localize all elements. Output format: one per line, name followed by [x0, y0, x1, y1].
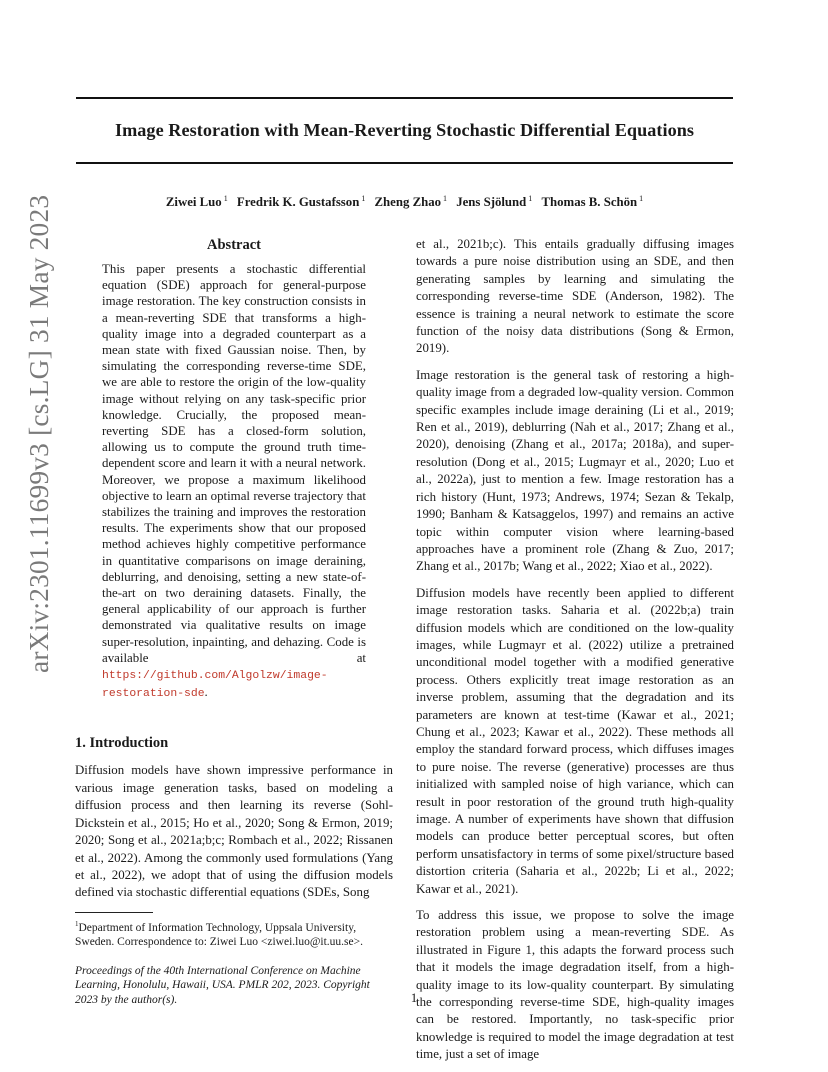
- arxiv-identifier-stamp: arXiv:2301.11699v3 [cs.LG] 31 May 2023: [24, 194, 54, 673]
- left-column: [75, 236, 393, 1008]
- paper-title: Image Restoration with Mean-Reverting Stochastic Differential Equations: [114, 120, 695, 140]
- page-number: 1: [410, 990, 418, 1005]
- code-link[interactable]: https://github.com/Algolzw/image-restoration-sde: [102, 670, 328, 701]
- author: Zheng Zhao $^1$: [374, 194, 448, 209]
- intro-paragraph: To address this issue, we propose to solve the image restoration problem using a mean-reverting SDE. As illustrated in Figure 1, this adapts the forward process such that it models the image degradation itself, from a high-quality image to its low-quality counterpart. By simulating the corresponding reverse-time SDE, high-quality images can be restored. Importantly, no task-specific prior knowledge is required to model the image degradation at test time, just a set of image: [416, 908, 734, 1062]
- section-heading-introduction: 1. Introduction: [75, 735, 169, 752]
- author: Thomas B. Schön $^1$: [541, 194, 644, 209]
- author: Ziwei Luo $^1$: [165, 194, 228, 209]
- intro-paragraph-cont: et al., 2021b;c). This entails gradually diffusing images towards a pure noise distribution using an SDE, and then generating samples by learning and simulating the corresponding reverse-time SDE (Anderson, 1982). The essence is training a neural network to estimate the score function of the noisy data distributions (Song & Ermon, 2019).: [416, 237, 734, 356]
- affiliation-footnote: $^1$Department of Information Technology, Uppsala University, Sweden. Correspondence to: Ziwei Luo <ziwei.luo@it.uu.se>.: [75, 919, 363, 949]
- author: Fredrik K. Gustafsson $^1$: [236, 194, 366, 209]
- top-rule: [76, 97, 733, 99]
- author-list: [76, 190, 733, 211]
- author: Jens Sjölund $^1$: [456, 194, 533, 209]
- right-column: [416, 236, 734, 1064]
- abstract-body: This paper presents a stochastic differential equation (SDE) approach for general-purpose image restoration. The key construction consists in a mean-reverting SDE that transforms a high-quality image into a degraded counterpart as a mean state with fixed Gaussian noise. Then, by simulating the corresponding reverse-time SDE, we are able to restore the origin of the low-quality image without relying on any task-specific prior knowledge. Crucially, the proposed mean-reverting SDE has a closed-form solution, allowing us to compute the ground truth time-dependent score and learn it with a neural network. Moreover, we propose a maximum likelihood objective to learn an optimal reverse trajectory that stabilizes the training and improves the restoration results. The experiments show that our proposed method achieves highly competitive performance in quantitative comparisons on image deraining, deblurring, and denoising, setting a new state-of-the-art on two deraining datasets. Finally, the general applicability of our approach is further demonstrated via qualitative results on image super-resolution, inpainting, and dehazing. Code is available at: [102, 262, 366, 665]
- footnote-rule: [75, 912, 153, 913]
- abstract-text: [102, 261, 366, 702]
- intro-paragraph: Image restoration is the general task of restoring a high-quality image from a degraded low-quality version. Common specific examples include image deraining (Li et al., 2019; Ren et al., 2019), deblurring (Nah et al., 2017; Zhang et al., 2020), denoising (Zhang et al., 2017a; 2018a), and super-resolution (Dong et al., 2015; Lugmayr et al., 2020; Luo et al., 2022a), just to mention a few. Image restoration has a rich history (Hunt, 1973; Andrews, 1974; Sezan & Tekalp, 1990; Banham & Katsaggelos, 1997) and remains an active topic within computer vision where learning-based approaches have a prominent role (Zhang & Zuo, 2017; Zhang et al., 2017b; Wang et al., 2022; Xiao et al., 2022).: [416, 367, 734, 574]
- title-bottom-rule: [76, 162, 733, 164]
- intro-paragraph: Diffusion models have recently been applied to different image restoration tasks. Saharia et al. (2022b;a) train diffusion models which are conditioned on the low-quality images, while Lugmayr et al. (2022) utilize a pretrained unconditional model together with a modified generative process. Others explicitly treat image restoration as an inverse problem, assuming that the degradation and its parameters are known at test-time (Kawar et al., 2021; Chung et al., 2023; Kawar et al., 2022). These methods all employ the standard forward process, which diffuses images to pure noise. The reverse (generative) processes are thus initialized with sampled noise of high variance, which can result in poor restoration of the ground truth high-quality image. A number of experiments have shown that diffusion models can produce better perceptual scores, but often perform unsatisfactory in terms of some pixel/structure based distortion criteria (Saharia et al., 2022b; Li et al., 2022; Kawar et al., 2021).: [416, 585, 734, 896]
- abstract-end: .: [204, 685, 208, 700]
- proceedings-note: Proceedings of the 40th International Conference on Machine Learning, Honolulu, Hawaii, USA. PMLR 202, 2023. Copyright 2023 by the author(s).: [75, 964, 370, 1006]
- abstract-heading: Abstract: [207, 237, 261, 253]
- intro-paragraph: Diffusion models have shown impressive performance in various image generation tasks, based on modeling a diffusion process and then learning its reverse (Sohl-Dickstein et al., 2015; Ho et al., 2020; Song & Ermon, 2019; 2020; Song et al., 2021a;b;c; Rombach et al., 2022; Rissanen et al., 2022). Among the commonly used formulations (Yang et al., 2022), we adopt that of using the diffusion models defined via stochastic differential equations (SDEs, Song: [75, 763, 393, 900]
